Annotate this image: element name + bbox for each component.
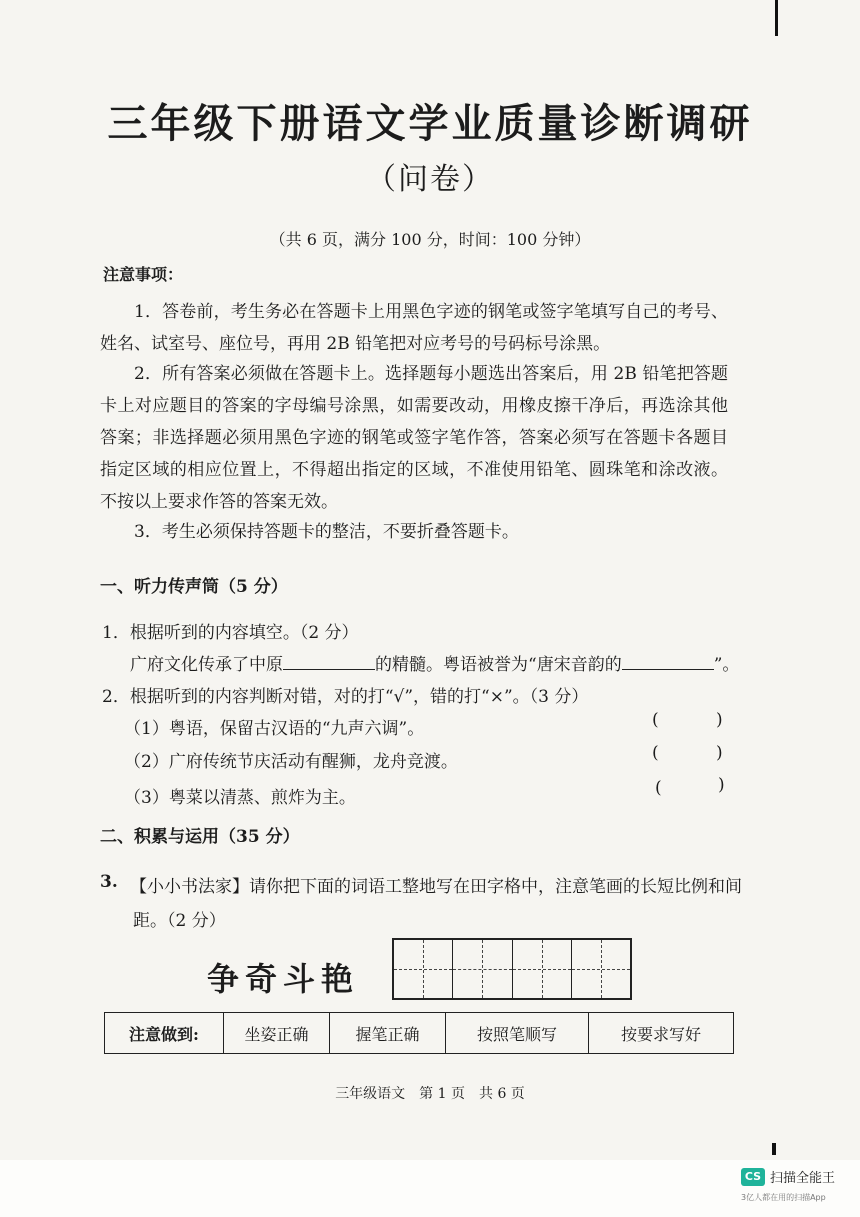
answer-paren-close[interactable]: ) bbox=[718, 775, 725, 795]
answer-paren-close[interactable]: ) bbox=[716, 710, 723, 730]
tianzi-cell[interactable] bbox=[513, 940, 572, 998]
reminder-cell: 按要求写好 bbox=[620, 1024, 701, 1044]
answer-paren-open[interactable]: ( bbox=[655, 778, 662, 798]
reminder-cell: 坐姿正确 bbox=[224, 1013, 330, 1053]
page-footer: 三年级语文 第 1 页 共 6 页 bbox=[335, 1086, 525, 1102]
section-heading: 一、听力传声筒（5 分） bbox=[100, 577, 288, 597]
page-subtitle: （问卷） bbox=[366, 162, 494, 197]
answer-paren-open[interactable]: ( bbox=[652, 710, 659, 730]
tianzi-cell[interactable] bbox=[572, 940, 630, 998]
answer-paren-open[interactable]: ( bbox=[652, 743, 659, 763]
camscanner-icon: CS bbox=[741, 1168, 765, 1186]
answer-paren-close[interactable]: ) bbox=[716, 743, 723, 763]
watermark-tagline: 3亿人都在用的扫描App bbox=[741, 1193, 826, 1202]
watermark-name: 扫描全能王 bbox=[770, 1171, 836, 1186]
judge-item: （2）广府传统节庆活动有醒狮，龙舟竞渡。 bbox=[124, 752, 458, 772]
question-stem: 【小小书法家】请你把下面的词语工整地写在田字格中，注意笔画的长短比例和间 bbox=[130, 877, 742, 897]
question-stem: 2．根据听到的内容判断对错，对的打“√”，错的打“×”。（3 分） bbox=[102, 687, 589, 707]
judge-item: （1）粤语，保留古汉语的“九声六调”。 bbox=[124, 719, 425, 739]
section-heading: 二、积累与运用（35 分） bbox=[100, 827, 300, 847]
page-title: 三年级下册语文学业质量诊断调研 bbox=[107, 100, 753, 147]
answer-blank[interactable] bbox=[283, 651, 375, 670]
note-item: 3．考生必须保持答题卡的整洁，不要折叠答题卡。 bbox=[134, 522, 519, 542]
judge-item: （3）粤菜以清蒸、煎炸为主。 bbox=[124, 788, 356, 808]
question-stem: 1．根据听到的内容填空。（2 分） bbox=[102, 623, 359, 643]
notes-heading: 注意事项： bbox=[103, 265, 184, 284]
reminder-cell: 按照笔顺写 bbox=[446, 1013, 589, 1053]
reminder-cell: 握笔正确 bbox=[330, 1013, 446, 1053]
fill-in-line: 广府文化传承了中原 的精髓。粤语被誉为“唐宋音韵的 ”。 bbox=[130, 650, 739, 675]
reminder-label: 注意做到: bbox=[105, 1013, 224, 1053]
tianzi-cell[interactable] bbox=[394, 940, 453, 998]
tianzi-grid[interactable] bbox=[392, 938, 632, 1000]
answer-blank[interactable] bbox=[622, 651, 714, 670]
scanner-watermark bbox=[741, 1167, 835, 1186]
exam-info: （共 6 页，满分 100 分，时间：100 分钟） bbox=[269, 230, 591, 249]
note-item: 1．答卷前，考生务必在答题卡上用黑色字迹的钢笔或签字笔填写自己的考号、姓名、试室号、座位号，再用 2B 铅笔把对应考号的号码标号涂黑。 bbox=[100, 302, 728, 354]
scan-dot-mark bbox=[772, 1143, 776, 1155]
question-stem-cont: 距。（2 分） bbox=[133, 911, 226, 931]
tianzi-cell[interactable] bbox=[453, 940, 512, 998]
note-item: 2．所有答案必须做在答题卡上。选择题每小题选出答案后，用 2B 铅笔把答题卡上对应题目的答案的字母编号涂黑，如需要改动，用橡皮擦干净后，再选涂其他答案；非选择题必须用黑色字迹的钢笔或签字笔作答，答案必须写在答题卡各题目指定区域的相应位置上，不得超出指定的区域，不准使用铅笔、圆珠笔和涂改液。不按以上要求作答的答案无效。 bbox=[100, 364, 728, 512]
scan-edge-mark bbox=[775, 0, 778, 36]
writing-reminder-table bbox=[104, 1012, 734, 1054]
question-number: 3. bbox=[100, 872, 118, 892]
calligraphy-word: 争奇斗艳 bbox=[207, 960, 360, 998]
